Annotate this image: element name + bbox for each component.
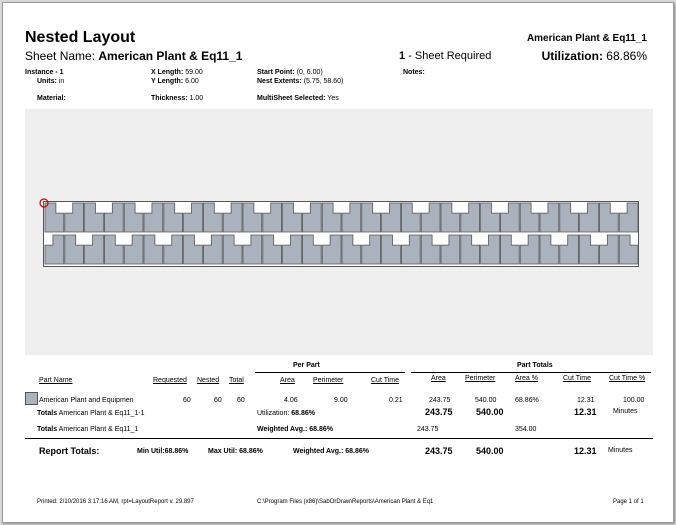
nested-part [481, 235, 500, 264]
per-part-header: Per Part [293, 362, 320, 369]
report-unit: Minutes [608, 447, 633, 454]
nested-part [223, 203, 242, 232]
report-weighted-avg: Weighted Avg.: 68.86% [293, 448, 369, 455]
nest-extents: Nest Extents: (5.75, 58.60) [257, 78, 344, 85]
nested-part [322, 235, 341, 264]
footer-printed: Printed: 2/10/2016 3:17:16 AM, rpt=LayoutReport v. 29.897 [37, 499, 194, 505]
per-part-rule [255, 372, 405, 373]
nested-part [500, 203, 519, 232]
nested-part [362, 235, 381, 264]
totals1-unit: Minutes [613, 408, 638, 415]
nested-part [322, 203, 341, 232]
col-area-pct: Area % [515, 375, 538, 382]
nested-part [203, 235, 222, 264]
nested-part [302, 235, 321, 264]
col-cut-time-pct: Cut Time % [609, 375, 646, 382]
material: Material: [37, 95, 66, 102]
totals1-area: 243.75 [425, 407, 453, 417]
col-total-cut-time: Cut Time [563, 375, 592, 382]
row-total-cut-time: 12.31 [577, 397, 595, 404]
nest-canvas [25, 109, 653, 355]
row-nested: 60 [214, 397, 222, 404]
row-total-perimeter: 540.00 [475, 397, 497, 404]
row-cut-time-pct: 100.00 [623, 397, 645, 404]
report-min-util: Min Util:68.86% [137, 448, 189, 455]
footer-page: Page 1 of 1 [613, 499, 644, 505]
nested-part [500, 235, 519, 264]
totals-sheet: Totals American Plant & Eq11_1 [37, 426, 139, 433]
nested-part [441, 235, 460, 264]
nested-part [243, 203, 262, 232]
sheets-required [399, 50, 491, 62]
col-total-perimeter: Perimeter [465, 375, 496, 382]
nested-part [184, 203, 203, 232]
nested-part [184, 235, 203, 264]
y-length: Y Length: 6.00 [151, 78, 199, 85]
nested-part [481, 203, 500, 232]
units: Units: in [37, 78, 65, 85]
nested-part [560, 203, 579, 232]
nested-part [243, 235, 262, 264]
report-title: Nested Layout [25, 29, 136, 46]
nested-part [342, 203, 361, 232]
nested-part [520, 203, 539, 232]
nested-part [283, 235, 302, 264]
row-cut-time: 0.21 [389, 397, 403, 404]
nested-part [461, 203, 480, 232]
top-right-sheet-name: American Plant & Eq11_1 [526, 33, 647, 44]
nested-part [461, 235, 480, 264]
nested-part [382, 203, 401, 232]
nested-part [342, 235, 361, 264]
row-requested: 60 [183, 397, 191, 404]
nested-part [263, 235, 282, 264]
sheet-name-label: Sheet Name: [25, 49, 96, 63]
totals-sheet-instance: Totals American Plant & Eq11_1-1 [37, 410, 145, 417]
footer-path: C:\Program Files (x86)\SabOrDraw\Reports\American Plant & Eq1 [257, 499, 434, 505]
nested-part [619, 203, 638, 232]
nested-part [441, 203, 460, 232]
start-point: Start Point: (0, 6.00) [257, 69, 323, 76]
nested-part [421, 203, 440, 232]
row-total-area: 243.75 [429, 397, 451, 404]
utilization-label: Utilization: [541, 49, 603, 63]
totals1-cut-time: 12.31 [574, 407, 597, 417]
nested-part [540, 203, 559, 232]
totals2-area: 243.75 [417, 426, 439, 433]
row-area: 4.06 [284, 397, 298, 404]
nested-part [401, 235, 420, 264]
col-requested: Requested [153, 377, 187, 384]
nested-part [421, 235, 440, 264]
nested-part [302, 203, 321, 232]
report-max-util: Max Util: 68.86% [208, 448, 263, 455]
report-page [2, 2, 674, 523]
nested-part [203, 203, 222, 232]
nested-part [599, 203, 618, 232]
x-length: X Length: 59.00 [151, 69, 203, 76]
nested-part [65, 235, 84, 264]
nested-part [223, 235, 242, 264]
part-totals-header: Part Totals [517, 362, 553, 369]
nested-part [104, 203, 123, 232]
report-totals-rule [25, 438, 653, 439]
totals1-perimeter: 540.00 [476, 407, 504, 417]
nested-part [45, 235, 64, 264]
sheet-name-line [25, 49, 242, 63]
row-perimeter: 9.00 [334, 397, 348, 404]
col-nested: Nested [197, 377, 220, 384]
instance: Instance - 1 [25, 69, 64, 76]
nested-part [85, 203, 104, 232]
report-perimeter: 540.00 [476, 446, 504, 456]
totals-weighted-avg: Weighted Avg.: 68.86% [257, 426, 333, 433]
row-total: 60 [237, 397, 245, 404]
sheets-required-count: 1 [399, 50, 406, 62]
origin-marker-icon [38, 197, 50, 209]
sheet-name-value: American Plant & Eq11_1 [98, 49, 243, 63]
totals2-perimeter: 354.00 [515, 426, 537, 433]
col-perimeter: Perimeter [313, 377, 344, 384]
nested-part [104, 235, 123, 264]
sheet-outline [43, 201, 639, 267]
utilization [542, 49, 647, 63]
col-area: Area [280, 377, 295, 384]
nested-part [580, 203, 599, 232]
report-totals-label: Report Totals: [39, 446, 100, 456]
nested-part [619, 235, 638, 264]
nested-part [124, 235, 143, 264]
nested-part [401, 203, 420, 232]
report-area: 243.75 [425, 446, 453, 456]
sheets-required-label: - Sheet Required [408, 50, 492, 62]
totals-utilization: Utilization: 68.86% [257, 410, 315, 417]
report-cut-time: 12.31 [574, 446, 597, 456]
nested-part [540, 235, 559, 264]
part-icon [25, 392, 38, 405]
utilization-value: 68.86% [606, 49, 647, 63]
nested-part [124, 203, 143, 232]
thickness: Thickness: 1.00 [151, 95, 204, 102]
col-part-name: Part Name [39, 377, 73, 384]
col-cut-time: Cut Time [371, 377, 400, 384]
nested-part [599, 235, 618, 264]
col-total-area: Area [431, 375, 446, 382]
nested-part [65, 203, 84, 232]
nested-part [263, 203, 282, 232]
nested-part [560, 235, 579, 264]
notes: Notes: [403, 69, 425, 76]
nested-part [144, 235, 163, 264]
nested-part [85, 235, 104, 264]
multisheet: MultiSheet Selected: Yes [257, 95, 339, 102]
nested-parts [44, 202, 638, 266]
nested-part [362, 203, 381, 232]
nested-part [580, 235, 599, 264]
row-name: American Plant and Equipmen [39, 397, 134, 404]
part-totals-rule [411, 372, 651, 373]
nested-part [382, 235, 401, 264]
nested-part [144, 203, 163, 232]
nested-part [164, 235, 183, 264]
nested-part [164, 203, 183, 232]
row-area-pct: 68.86% [515, 397, 539, 404]
nested-part [283, 203, 302, 232]
col-total: Total [229, 377, 244, 384]
nested-part [520, 235, 539, 264]
